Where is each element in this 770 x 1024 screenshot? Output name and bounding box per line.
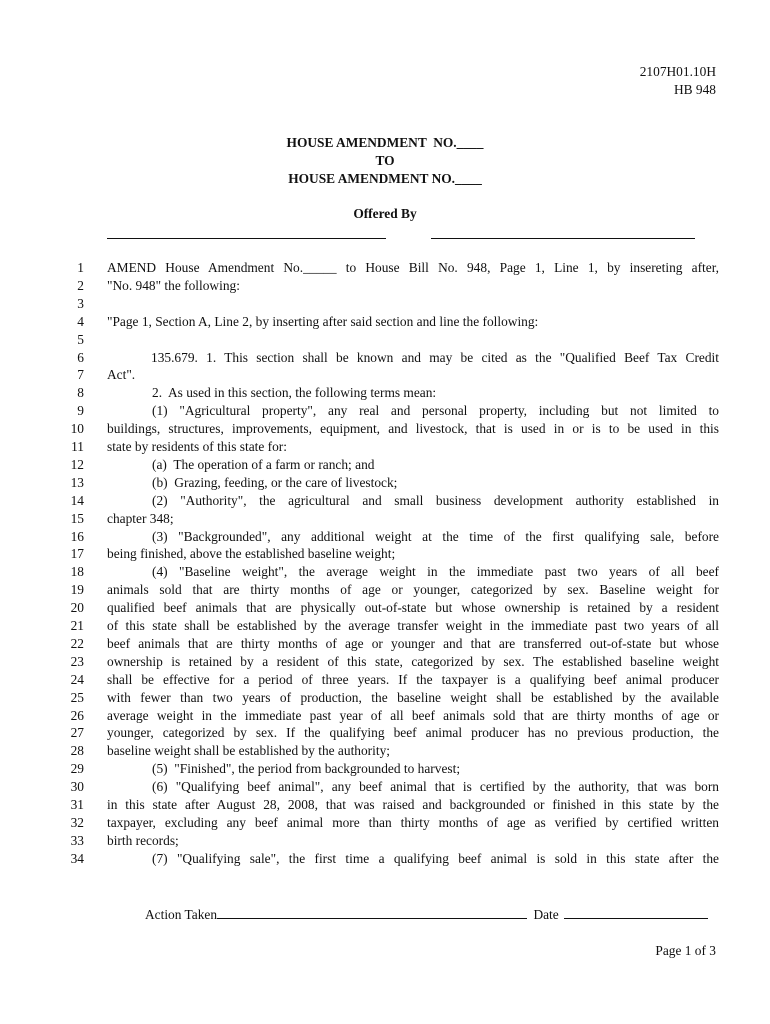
line-text: state by residents of this state for:	[107, 439, 287, 454]
line-number: 20	[70, 600, 84, 616]
line-text: (2) "Authority", the agricultural and small business development authority established in	[152, 492, 719, 508]
line-text: chapter 348;	[107, 510, 174, 526]
line-number: 13	[70, 474, 84, 490]
document-line	[0, 581, 770, 599]
sponsor-signature-line-right	[431, 238, 695, 239]
document-line	[0, 456, 770, 474]
line-text: (1) "Agricultural property", any real and personal property, including but not limited to	[152, 403, 719, 419]
date-label: Date	[533, 907, 559, 922]
document-line	[0, 331, 770, 349]
line-text: (6) "Qualifying beef animal", any beef animal that is certified by the authority, that was born	[152, 779, 719, 795]
line-text: of this state shall be established by the average transfer weight in the immediate past two years of all	[107, 618, 719, 633]
line-text: AMEND House Amendment No._____ to House Bill No. 948, Page 1, Line 1, by insereting after,	[107, 260, 719, 275]
line-number: 24	[70, 671, 84, 687]
line-number: 23	[70, 653, 84, 669]
action-taken-row	[145, 906, 708, 923]
line-text: Act".	[107, 367, 136, 383]
line-text: buildings, structures, improvements, equipment, and livestock, that is used in or is to be used in this	[107, 421, 719, 437]
document-line	[0, 689, 770, 707]
line-number: 18	[70, 564, 84, 580]
document-line	[0, 420, 770, 438]
line-text: being finished, above the established baseline weight;	[107, 546, 396, 562]
line-text: ownership is retained by a resident of this state, categorized by sex. The established baseline weight	[107, 653, 719, 669]
line-text: (5) "Finished", the period from backgrounded to harvest;	[152, 761, 461, 777]
sponsor-signature-line-left	[107, 238, 386, 239]
line-number: 9	[77, 403, 84, 419]
action-taken-label: Action Taken	[145, 907, 218, 922]
bill-identifier	[640, 63, 716, 99]
bill-number: HB 948	[673, 82, 716, 97]
line-number: 25	[70, 689, 84, 705]
document-line	[0, 492, 770, 510]
line-number: 12	[70, 456, 84, 472]
document-line	[0, 438, 770, 456]
title-line-3: HOUSE AMENDMENT NO.____	[288, 171, 482, 186]
line-text: baseline weight shall be established by the authority;	[107, 743, 390, 759]
document-line	[0, 510, 770, 528]
line-number: 28	[70, 743, 84, 759]
document-line	[0, 850, 770, 868]
line-text: beef animals that are thirty months of age or younger and that are transferred out-of-state but whose	[107, 635, 719, 651]
line-number: 33	[70, 832, 84, 848]
line-text: 2. As used in this section, the following terms mean:	[152, 385, 437, 401]
document-line	[0, 563, 770, 581]
document-line	[0, 366, 770, 384]
line-text: "No. 948" the following:	[107, 277, 240, 293]
title-line-2: TO	[375, 153, 395, 168]
document-line	[0, 402, 770, 420]
line-number: 1	[77, 260, 84, 275]
line-number: 17	[70, 546, 84, 562]
document-line	[0, 707, 770, 725]
line-number: 3	[77, 295, 84, 311]
line-text: (3) "Backgrounded", any additional weight at the time of the first qualifying sale, before	[152, 528, 719, 544]
document-line	[0, 635, 770, 653]
document-line	[0, 313, 770, 331]
line-number: 30	[70, 779, 84, 795]
line-number: 15	[70, 510, 84, 526]
document-line	[0, 653, 770, 671]
line-number: 26	[70, 707, 84, 723]
line-number: 31	[70, 797, 84, 812]
line-number: 34	[70, 850, 84, 866]
line-text: (7) "Qualifying sale", the first time a qualifying beef animal is sold in this state after the	[152, 850, 719, 866]
line-text: qualified beef animals that are physically out-of-state but whose ownership is retained by a resident	[107, 600, 719, 616]
date-field[interactable]	[564, 906, 708, 919]
offered-by-label: Offered By	[353, 206, 417, 221]
line-number: 22	[70, 635, 84, 651]
line-number: 2	[77, 277, 84, 293]
line-number: 32	[70, 814, 84, 830]
line-number: 11	[71, 439, 84, 454]
line-number: 29	[70, 761, 84, 777]
line-number: 27	[70, 725, 84, 741]
line-number: 5	[77, 331, 84, 347]
line-number: 14	[70, 492, 84, 508]
document-line	[0, 814, 770, 832]
line-number: 21	[70, 618, 84, 633]
line-text: 135.679. 1. This section shall be known and may be cited as the "Qualified Beef Tax Credit	[151, 349, 719, 365]
document-line	[0, 259, 770, 277]
document-line	[0, 277, 770, 295]
amendment-title	[0, 134, 770, 188]
document-line	[0, 474, 770, 492]
title-line-1: HOUSE AMENDMENT NO.____	[286, 135, 484, 150]
line-number: 7	[77, 367, 84, 383]
line-text: birth records;	[107, 832, 179, 848]
document-line	[0, 384, 770, 402]
document-line	[0, 760, 770, 778]
document-line	[0, 832, 770, 850]
line-text: (4) "Baseline weight", the average weight in the immediate past two years of all beef	[152, 564, 719, 580]
line-text: animals sold that are thirty months of age or younger, categorized by sex. Baseline weight for	[107, 582, 719, 598]
bill-code: 2107H01.10H	[639, 64, 716, 79]
document-line	[0, 545, 770, 563]
line-number: 10	[70, 421, 84, 437]
document-line	[0, 778, 770, 796]
document-line	[0, 742, 770, 760]
action-taken-field[interactable]	[217, 906, 527, 919]
line-text: (b) Grazing, feeding, or the care of livestock;	[152, 474, 398, 490]
line-number: 16	[70, 528, 84, 544]
document-line	[0, 349, 770, 367]
line-text: average weight in the immediate past year of all beef animals sold that are thirty months of age or	[107, 707, 719, 723]
line-text: taxpayer, excluding any beef animal more than thirty months of age as verified by certified written	[107, 814, 719, 830]
page-number: Page 1 of 3	[655, 943, 716, 958]
document-line	[0, 599, 770, 617]
line-number: 8	[77, 385, 84, 401]
line-number: 6	[77, 349, 84, 365]
line-text: in this state after August 28, 2008, that was raised and backgrounded or finished in this state by the	[107, 797, 719, 812]
document-line	[0, 295, 770, 313]
line-text: younger, categorized by sex. If the qualifying beef animal producer has no previous production, the	[107, 725, 719, 741]
document-line	[0, 671, 770, 689]
document-line	[0, 724, 770, 742]
line-number: 4	[77, 313, 84, 329]
line-text: "Page 1, Section A, Line 2, by inserting after said section and line the following:	[107, 313, 539, 329]
line-number: 19	[70, 582, 84, 598]
line-text: with fewer than two years of production, the baseline weight shall be established by the available	[107, 689, 719, 705]
document-line	[0, 796, 770, 814]
document-line	[0, 528, 770, 546]
line-text: (a) The operation of a farm or ranch; and	[152, 456, 375, 472]
line-text: shall be effective for a period of three years. If the taxpayer is a qualifying beef animal producer	[107, 671, 719, 687]
document-line	[0, 617, 770, 635]
